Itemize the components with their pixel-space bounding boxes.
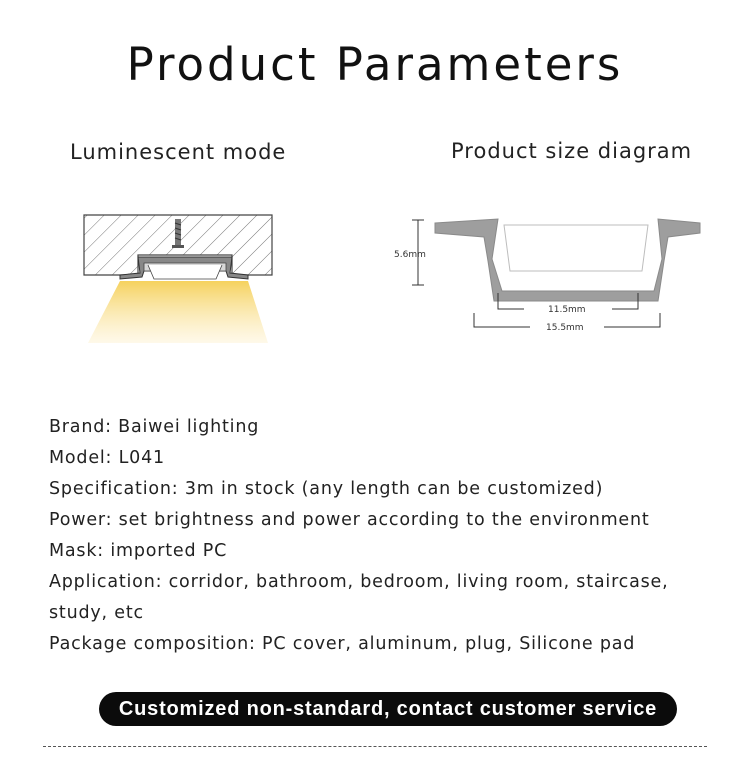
dashed-divider — [43, 746, 707, 747]
page-title: Product Parameters — [126, 38, 624, 91]
inner-width-label: 11.5mm — [548, 305, 586, 315]
product-size-diagram — [390, 205, 710, 335]
spec-mask: Mask: imported PC — [49, 541, 228, 561]
spec-model: Model: L041 — [49, 448, 165, 468]
light-beam — [88, 281, 268, 343]
spec-application: Application: corridor, bathroom, bedroom, living room, staircase, — [49, 572, 669, 592]
size-diagram-heading: Product size diagram — [451, 139, 693, 163]
height-label: 5.6mm — [394, 250, 426, 260]
spec-power: Power: set brightness and power according to the environment — [49, 510, 650, 530]
spec-brand: Brand: Baiwei lighting — [49, 417, 260, 437]
spec-application-cont: study, etc — [49, 603, 144, 623]
outer-width-label: 15.5mm — [546, 323, 584, 333]
luminescent-mode-diagram — [80, 205, 280, 350]
pc-cover — [504, 225, 648, 271]
luminescent-mode-heading: Luminescent mode — [70, 140, 287, 164]
contact-customer-service-button[interactable]: Customized non-standard, contact customer service — [99, 692, 677, 726]
spec-specification: Specification: 3m in stock (any length can be customized) — [49, 479, 604, 499]
spec-package: Package composition: PC cover, aluminum, plug, Silicone pad — [49, 634, 636, 654]
spec-list — [49, 414, 668, 662]
